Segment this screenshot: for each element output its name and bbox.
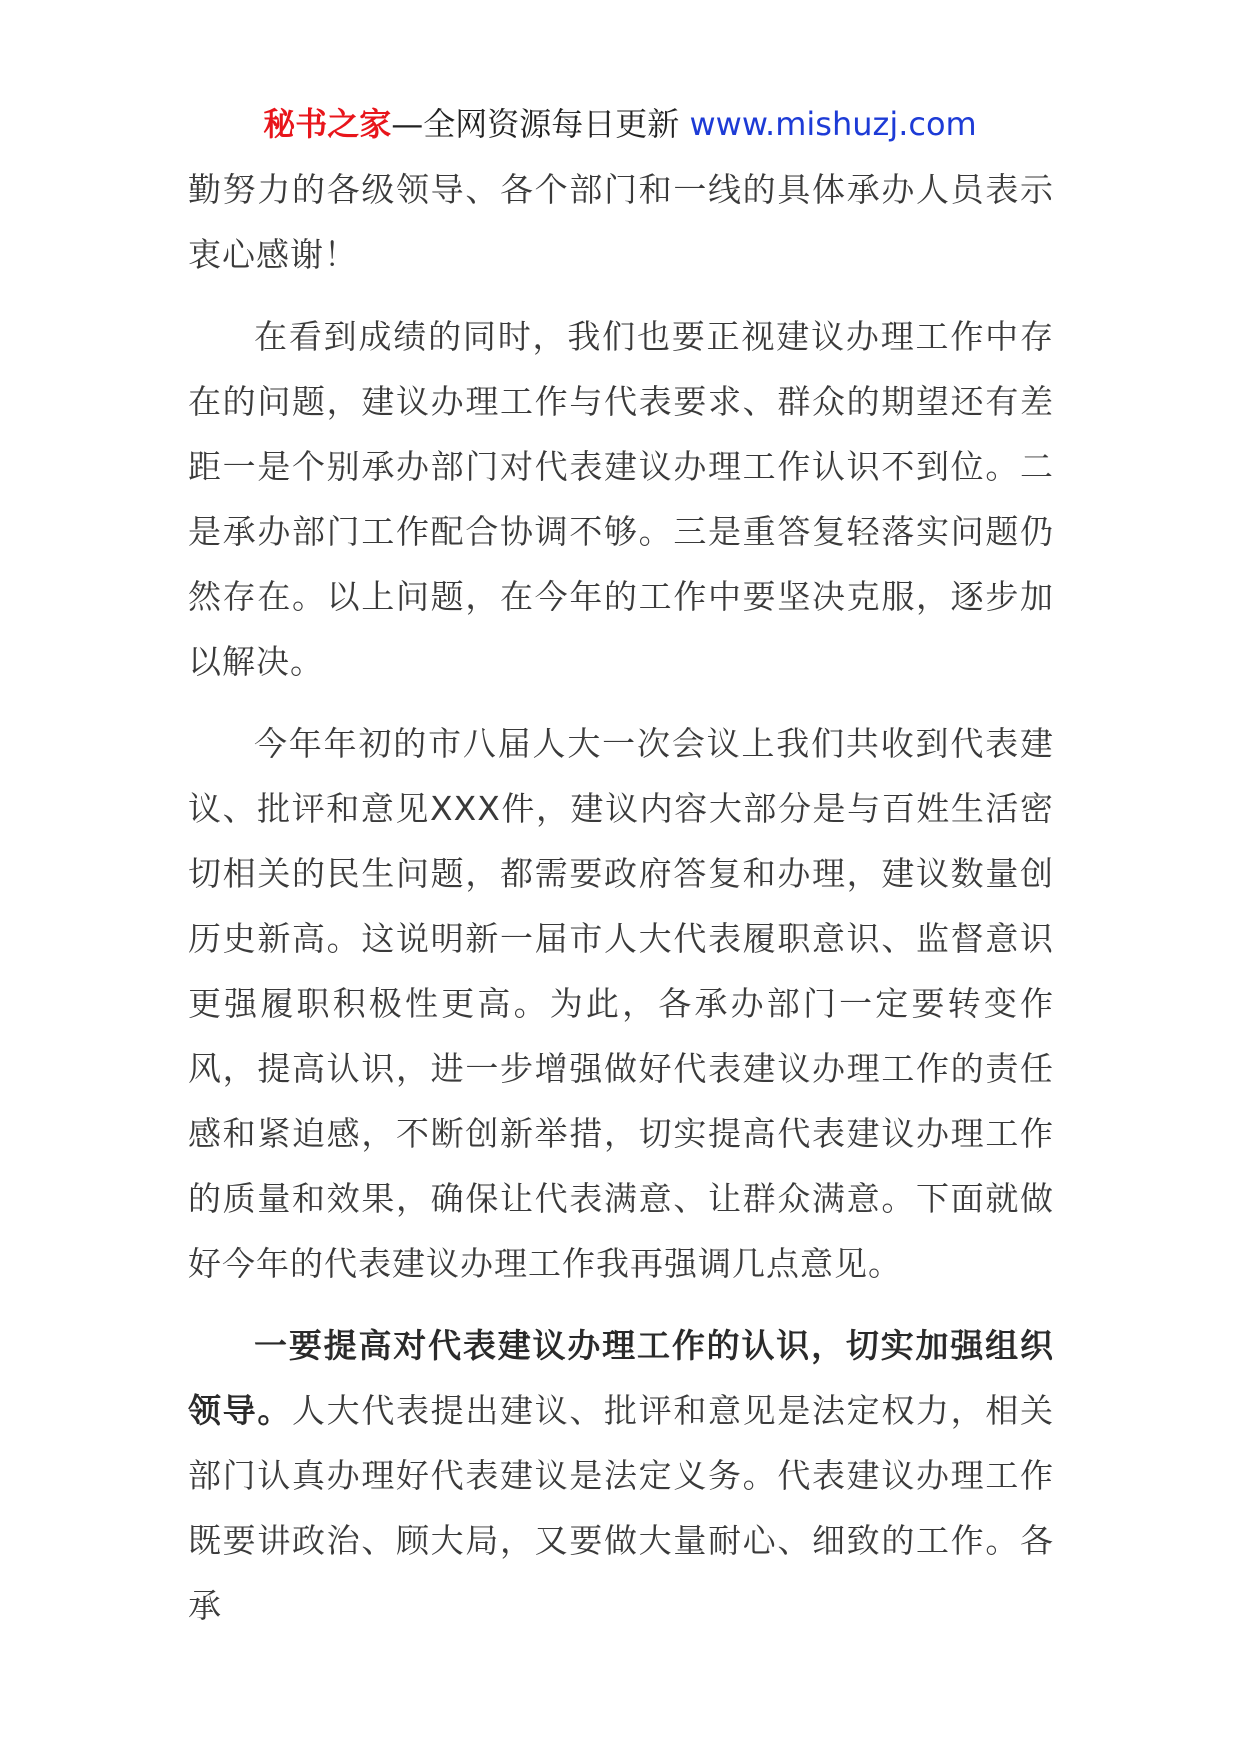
paragraph-point-one xyxy=(188,1313,1054,1638)
point-one-body: 人大代表提出建议、批评和意见是法定权力，相关部门认真办理好代表建议是法定义务。代表建议办理工作既要讲政治、顾大局，又要做大量耐心、细致的工作。各承 xyxy=(188,1391,1054,1625)
point-one-heading: 一要提高对代表建议办理工作的认识，切实加强组织领导。 xyxy=(188,1326,1054,1430)
paragraph-continued: 勤努力的各级领导、各个部门和一线的具体承办人员表示衷心感谢！ xyxy=(188,170,1054,274)
paragraph-suggestions-count: 今年年初的市八届人大一次会议上我们共收到代表建议、批评和意见XXX件，建议内容大部分是与百姓生活密切相关的民生问题，都需要政府答复和办理，建议数量创历史新高。这说明新一届市人大代表履职意识、监督意识更强履职积极性更高。为此，各承办部门一定要转变作风，提高认识，进一步增强做好代表建议办理工作的责任感和紧迫感，不断创新举措，切实提高代表建议办理工作的质量和效果，确保让代表满意、让群众满意。下面就做好今年的代表建议办理工作我再强调几点意见。 xyxy=(188,724,1054,1283)
paragraph-problems: 在看到成绩的同时，我们也要正视建议办理工作中存在的问题，建议办理工作与代表要求、群众的期望还有差距一是个别承办部门对代表建议办理工作认识不到位。二是承办部门工作配合协调不够。三是重答复轻落实问题仍然存在。以上问题，在今年的工作中要坚决克服，逐步加以解决。 xyxy=(188,317,1054,681)
brand-name: 秘书之家 xyxy=(263,105,392,143)
page-header xyxy=(0,100,1240,148)
document-body xyxy=(188,157,1054,1655)
header-tagline: —全网资源每日更新 xyxy=(391,105,680,143)
header-url-link[interactable]: www.mishuzj.com xyxy=(689,105,977,143)
